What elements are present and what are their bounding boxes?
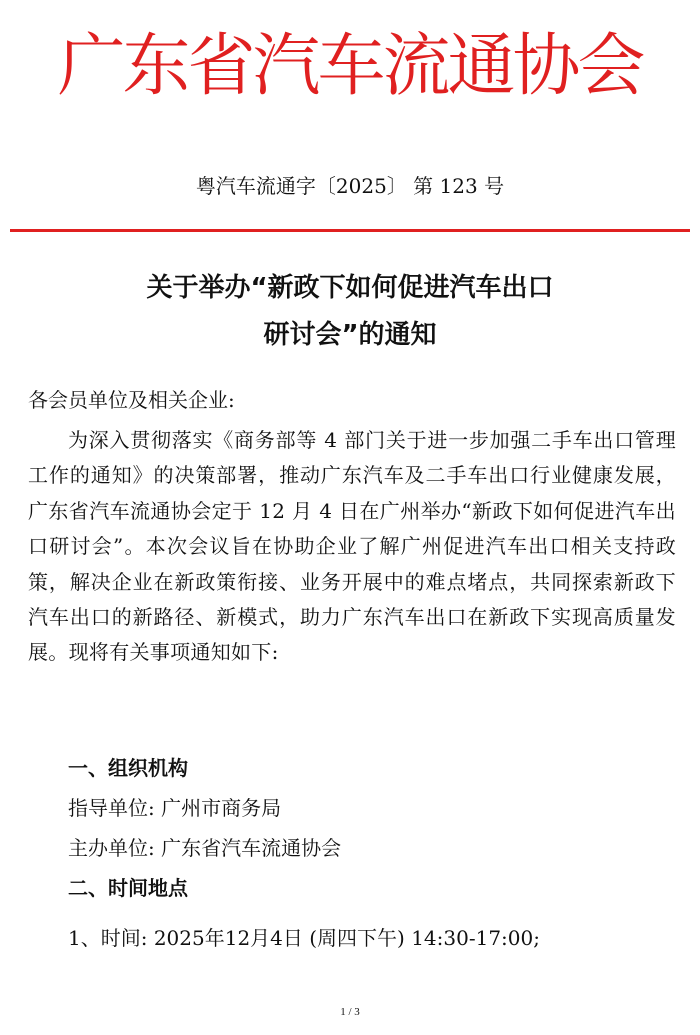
document-number: 粤汽车流通字〔2025〕 第 123 号 — [195, 174, 505, 198]
section-heading-time-location: 二、时间地点 — [68, 876, 188, 900]
org-masthead: 广东省汽车流通协会 — [57, 27, 643, 106]
page-number: 1 / 3 — [340, 1006, 360, 1018]
section-heading-organization: 一、组织机构 — [68, 756, 188, 780]
guiding-unit-line: 指导单位: 广州市商务局 — [68, 796, 282, 820]
time-line: 1、时间: 2025年12月4日 (周四下午) 14:30-17:00; — [68, 926, 540, 950]
salutation: 各会员单位及相关企业: — [28, 388, 235, 412]
notice-title-line-1: 关于举办“新政下如何促进汽车出口 — [146, 273, 554, 303]
red-divider-line — [10, 229, 690, 232]
notice-title-line-2: 研讨会”的通知 — [263, 320, 437, 350]
host-unit-line: 主办单位: 广东省汽车流通协会 — [68, 836, 342, 860]
intro-paragraph: 为深入贯彻落实《商务部等 4 部门关于进一步加强二手车出口管理工作的通知》的决策部署，推动广东汽车及二手车出口行业健康发展，广东省汽车流通协会定于 12 月 4 日在广州举办“新政下如何促进汽车出口研讨会”。本次会议旨在协助企业了解广州促进汽车出口相关支持政策，解决企业在新政策衔接、业务开展中的难点堵点，共同探索新政下汽车出口的新路径、新模式，助力广东汽车出口在新政下实现高质量发展。现将有关事项通知如下: — [28, 428, 676, 665]
